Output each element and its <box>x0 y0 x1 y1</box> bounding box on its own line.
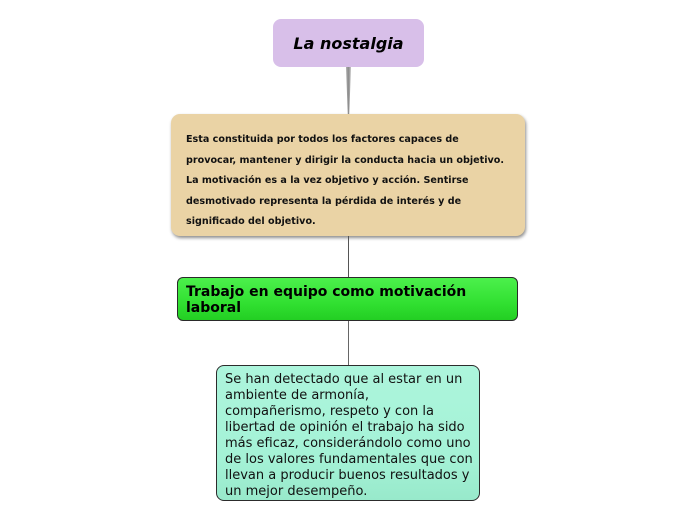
detail-node-text: Se han detectado que al estar en un ambiente de armonía, compañerismo, respeto y con la libertad de opinión el trabajo ha sido más eficaz, considerándolo como uno de los valores fundamentales que con llevan a producir buenos resultados y un mejor desempeño. <box>225 372 473 499</box>
topic-node-trabajo-en-equipo[interactable] <box>177 277 518 321</box>
connector-topic-to-detail <box>348 321 349 365</box>
connector-root-to-definition <box>346 67 351 114</box>
detail-node[interactable] <box>216 365 480 501</box>
connector-definition-to-topic <box>348 236 349 277</box>
root-node-la-nostalgia[interactable] <box>273 19 424 67</box>
topic-node-text: Trabajo en equipo como motivación laboral <box>186 284 467 316</box>
root-node-title: La nostalgia <box>293 33 404 53</box>
definition-node[interactable] <box>171 114 525 236</box>
definition-node-text: Esta constituida por todos los factores capaces de provocar, mantener y dirigir la conducta hacia un objetivo. La motivación es a la vez objetivo y acción. Sentirse desmotivado representa la pérdida de interés y de significado del objetivo. <box>186 134 505 227</box>
